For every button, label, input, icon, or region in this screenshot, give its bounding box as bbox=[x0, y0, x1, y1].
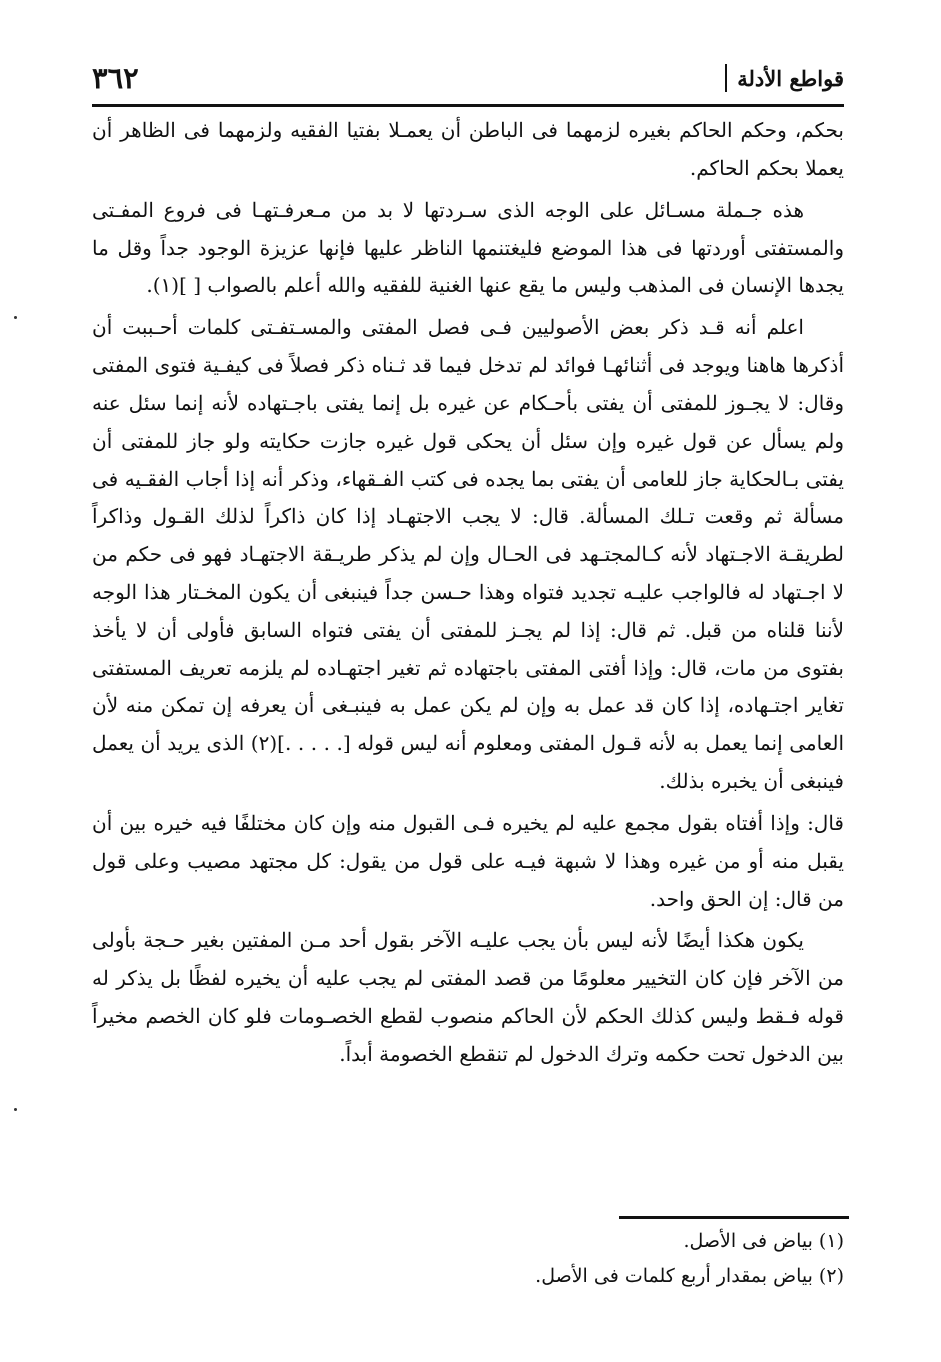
paragraph-2: هذه جـملة مسـائل على الوجه الذى سـردتها لا بد من مـعرفـتهـا فى فروع المفـتى والمستفتى أوردتها فى هذا الموضع فليغتنمها الناظر عليها فإنها عزيزة الوجود جداً وقل ما يجدها الإنسان فى المذهب وليس ما يقع عنها الغنية للفقيه والله أعلم بالصواب [ ](١). bbox=[92, 197, 844, 298]
paragraph-1: بحكم، وحكم الحاكم بغيره لزمهما فى الباطن أن يعمـلا بفتيا الفقيه ولزمهما فى الظاهر أن يعملا بحكم الحاكم. bbox=[92, 118, 844, 180]
scan-speck bbox=[14, 316, 17, 319]
header-rule bbox=[92, 104, 844, 107]
footnotes bbox=[92, 1224, 844, 1294]
page-number: ٣٦٢ bbox=[92, 61, 139, 95]
page-header bbox=[92, 58, 844, 98]
running-title-wrap bbox=[725, 64, 844, 92]
main-text bbox=[92, 112, 844, 1078]
paragraph-5: يكون هكذا أيضًا لأنه ليس بأن يجب عليـه الآخر بقول أحد مـن المفتين بغير حـجة بأولى من الآخر فإن كان التخيير معلومًا من قصد المفتى لم يجب عليه أن يخيره لفظًا بل يذكر له قوله فـقط وليس كذلك الحكم لأن الحاكم منصوب لقطع الخصـومات فلو كان الخصم مخيراً بين الدخول تحت حكمه وترك الدخول لم تنقطع الخصومة أبداً. bbox=[92, 928, 844, 1066]
footnote-1: (١) بياض فى الأصل. bbox=[683, 1230, 844, 1252]
paragraph-4: قال: وإذا أفتاه بقول مجمع عليه لم يخيره فـى القبول منه وإن كان مختلفًا فيه خيره بين أن يقبل منه أو من غيره وهذا لا شبهة فيـه على قول من يقول: كل مجتهد مصيب وعلى قول من قال: إن الحق واحد. bbox=[92, 810, 844, 911]
footnote-2: (٢) بياض بمقدار أربع كلمات فى الأصل. bbox=[535, 1265, 844, 1287]
scan-speck bbox=[14, 1108, 17, 1111]
paragraph-3: اعلم أنه قـد ذكر بعض الأصوليين فـى فصل المفتى والمسـتفـتى كلمات أحـببت أن أذكرها هاهنا ويوجد فى أثنائهـا فوائد لم تدخل فيما قد ثـناه ذكر فصلاً فى كيفـية فتوى المفتى وقال: لا يجـوز للمفتى أن يفتى بأحـكام عن غيره بل إنما يفتى باجـتهاده لأنه إنما سئل عنه ولم يسأل عن قول غيره وإن سئل أن يحكى قول غيره جازت حكايته ولو جاز للمفتى أن يفتى بـالحكاية جاز للعامى أن يفتى بما يجده فى كتب الفـقهاء، وذكر أنه إذا أجاب الفقـيه فى مسألة ثم وقعت تـلك المسألة. قال: لا يجب الاجتهـاد إذا كان ذاكراً لذلك القـول وذاكراً لطريقـة الاجـتهاد لأنه كـالمجتـهد فى الحـال وإن لم يذكر طريـقة الاجتهـاد فهو فى حكم من لا اجـتهاد له فالواجب عليـه تجديد فتواه وهذا حـسن جداً فينبغى أن يكون المخـتار هذا الوجه لأننا قلناه من قبل. ثم قال: إذا لم يجـز للمفتى أن يفتى فتواه السابق فأولى أن لا يأخذ بفتوى من مات، قال: وإذا أفتى المفتى باجتهاده ثم تغير اجتهـاده لم يلزمه تعريف المستفتى تغاير اجتـهاده، إذا كان قد عمل به وإن لم يكن عمل به فينبـغى أن يعرفه إن تمكن منه لأن العامى إنما يعمل به لأنه قـول المفتى ومعلوم أنه ليس قوله [. . . . .](٢) الذى يريد أن يعمل فينبغى أن يخبره بذلك. bbox=[92, 315, 844, 793]
title-bar-divider bbox=[725, 64, 727, 92]
running-title: قواطع الأدلة bbox=[737, 65, 844, 91]
footnote-rule bbox=[619, 1216, 849, 1219]
